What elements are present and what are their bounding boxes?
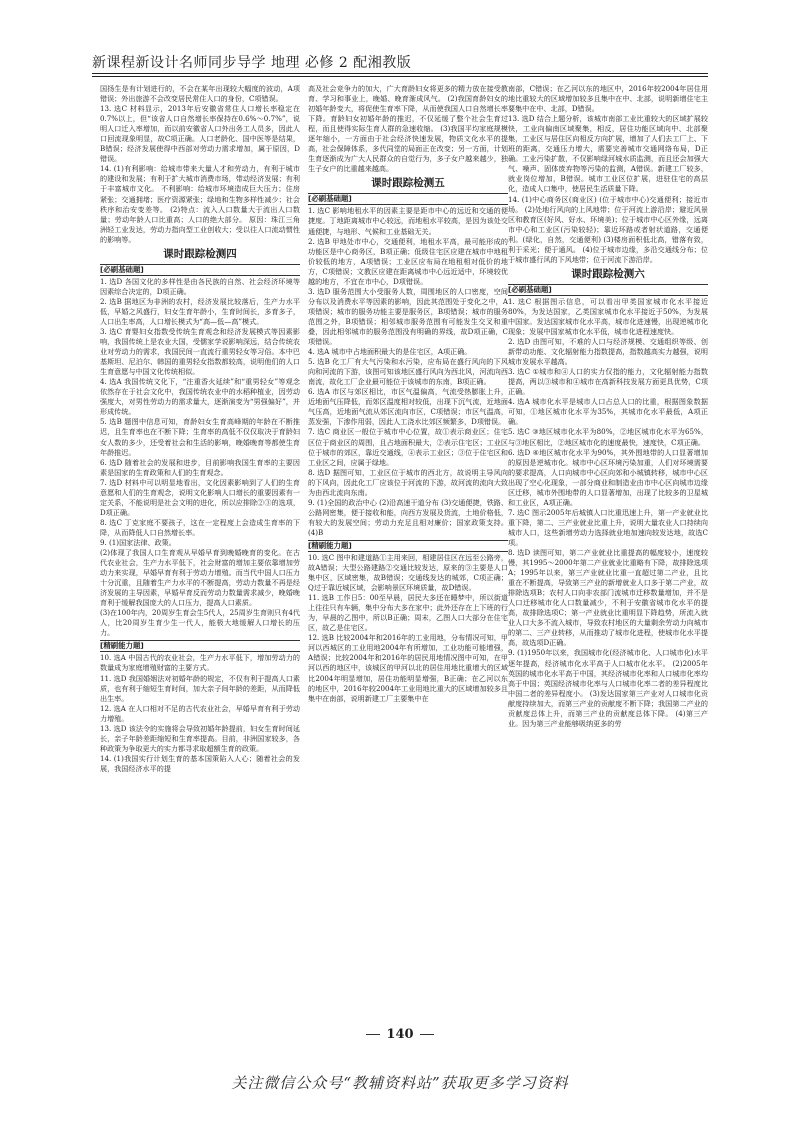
- answer-paragraph: 2. 选B 据地区为非洲的农村，经济发展比较落后，生产力水平低，早婚之风盛行，妇女生育年龄小，生育时间长，多育多子，人口出生率高，人口增长模式为“高—低—高”模式。: [100, 296, 300, 326]
- answer-paragraph: 3. 选D 服务范围大小受服务人数，周围地区的人口密度，空间分布以及消费水平等因素的影响，因此其范围处于变化之中，A项错误；城市的服务功能主要是服务区，B项错误；城市的服务范围之外，B项错误；相邻城市服务范围有可能发生交叉和重叠，因此相邻城市的服务范围没有明确的界线，故D项正确，C项错误。: [308, 286, 508, 347]
- subsection-label: [必刷基础题]: [308, 193, 508, 205]
- footer-note: 关注微信公众号“教辅资料站”获取更多学习资料: [231, 1074, 569, 1092]
- answer-paragraph: 6. 选A 市区与郊区相比，市区气温偏高，气流受热膨胀上升，近地面气压降低，而郊区温度相对较低，出现下沉气流，近地面气压高，近地面气流从郊区流向市区，C项错误；市区气温高，蒸发强，下渗作用弱，因此人工浇水比郊区频繁多，D项错误。: [308, 387, 508, 427]
- answer-paragraph: 10. 选A 中国古代的农业社会，生产力水平低下，增加劳动力的数量成为家庭增殖财富的主要方式。: [100, 653, 300, 673]
- answer-paragraph: 11. 选B 工作日5：00至早晨，居民大多还在睡梦中，所以街道上往往只有车辆，集中分布大多在家中；此外还存在上下班的行为，早晨的乙图中，所以B正确；周末，乙图人口大部分在住宅区，故乙是住宅区。: [308, 593, 508, 633]
- answer-paragraph: 7. 选C 商业区一般位于城市中心位置，故①表示商业区；住宅区位于商业区的周围，且占地面积最大，②表示住宅区；工业区位于城市的郊区，靠近交通线，④表示工业区；③位于住宅区和工业区之间，应属于绿地。: [308, 427, 508, 467]
- answer-paragraph: 13. 选D 结合上题分析，该城市南部工业比重较大的区域扩展较快，工业向偏南区域聚集，相反，居住功能区域向中、北部聚集，工业区与居住区向相反方向扩展，增加了人们去工厂上、下班的距离，交通压力增大，需要完善城市交通网络布局，D正确。工业污染扩散，不仅影响绿河城水质监测，而且还会加强大气、噪声、固体废弃物等污染的监测，A错误。新建工厂较多，就业岗位增加，B错误。城市工业区位扩展，进驻住宅的高层化，造成人口集中，使居民生活质量下降。: [508, 114, 708, 194]
- text-column-left: [100, 84, 300, 1096]
- answer-paragraph: 14. (1)我国实行计划生育的基本国策陷入人心；随着社会的发展，我国经济水平的提: [100, 753, 300, 773]
- answer-paragraph: 10. 选C 图中和建道路①主用来回，相建居住区在远至公路旁，故A错误；大型公路建路②交通比较发达，原来的③主要是人口集中区，区域密集，故B错误；交通线发达的城郊，C项正确；Q过于靠近城区域，会影响景区环境质量，故D错误。: [308, 552, 508, 593]
- page-number: [300, 1027, 500, 1042]
- subsection-label: [精刷能力题]: [308, 540, 508, 552]
- answer-paragraph: 12. 选A 在人口相对不足的古代农业社会，早婚早育有利于劳动力增殖。: [100, 703, 300, 723]
- running-header: 新课程新设计名师同步导学 地理 必修 2 配湘教版: [92, 55, 412, 71]
- section-title: 课时跟踪检测六: [571, 267, 645, 280]
- answer-paragraph: 12. 选B 比较2004年和2016年的工业用地，分布情况可知，甲河以西城区的工业用地2004年有所增加，工业功能可能增强，A错误；比较2004年和2016年的居民用地情况图中可知，在甲河以西的地区中，该城区的甲河以北的居住用地比重增大的区域比2004年明显增加，居住功能明显增强，B正确；在乙河以东的地区中，2016年较2004年工业用地比重大的区域增加较多且集中在南部，说明新建工厂主要集中在: [308, 633, 508, 703]
- answer-paragraph: 9. (1)国家法律、政策。: [100, 537, 176, 547]
- answer-paragraph: 14. (1)有利影响：给城市带来大量人才和劳动力，有利于城市的建设和发展；有利于扩大城市消费市场，带动经济发展；有利于丰富城市文化。 不利影响：给城市环境造成巨大压力；住房紧张；交通拥堵；医疗资源紧张；绿地和生物多样性减少；社会秩序和治安变差等。 (2)特点：流入人口数量大于流出人口数量；劳动年龄人口比重高；人口的绝大部分。 原因：珠江三角洲轻工业发达，劳动力指向型工业创收大；受以往人口流动惯性的影响等。: [100, 164, 300, 244]
- answer-paragraph: 6. 选D 随着社会的发展和进步，目前影响我国生育率的主要因素是国家的生育政策和人们的生育观念。: [100, 457, 300, 477]
- answer-paragraph: 1. 选C 影响地租水平的因素主要是距市中心的远近和交通的便捷度。丁地距离城市中心较远，而地租水平较高，是因为该处交通便捷，与地形、气候和工业基础无关。: [308, 206, 508, 236]
- answer-paragraph: 南部，C错误；在乙河以东的地区中，2016年较2004年居住用地比重较大的区域增加较多且集中在中、北部，说明新增住宅主要集中在中、北部，D错误。: [508, 84, 708, 114]
- answer-paragraph: 3. 选C 育婴妇女指数受传统生育观念和经济发展模式等因素影响，我国传统上是农业大国，受儒家学说影响深远，结合传统农业对劳动力的需求，我国民间一直流行重男轻女等习俗。本中巴基斯坦、尼泊尔、韩国的重男轻女指数都较高，说明他们的人口生育意愿与中国文化传统相似。: [100, 326, 300, 377]
- answer-paragraph: 13. 选D 该法令的实施将会导致初婚年龄提前，妇女生育时间延长，亲子年龄差距缩短和生育率提高。目前，非洲国家较多，各种政策为争取更大的实力都寻求取超额生育的政策。: [100, 723, 300, 753]
- answer-paragraph: 1. 选D 各国文化的多样性是由各民族的自然、社会经济环境等因素综合决定的，D项正确。: [100, 276, 300, 296]
- answer-paragraph: 1. 选C 根据图示信息，可以看出甲类国家城市化水平接近80%，为发达国家，乙类国家城市化水平接近于50%，为发展中国家。发达国家城市化水平高，城市化进速慢，出现逆城市化现象；发展中国家城市化水平低，城市化进程速度快。: [508, 296, 708, 336]
- header-rule: [92, 73, 708, 74]
- answer-paragraph: 7. 选D 材料中可以明显地看出，文化因素影响到了人们的生育意愿和人们的生育观念，说明文化影响人口增长的重要因素有一定关系，不能说明是社会文明的进化，所以应排除②③的选项，D项正确。: [100, 477, 300, 517]
- answer-paragraph: 8. 选D 据图可知，工业区位于城市的西北方，故说明主导风向的下风向，因此化工厂应该位于河流的下游，故河流的流向大致为由西北流向东南。: [308, 467, 508, 497]
- answer-paragraph: 14. (1)中心商务区(商业区) (位于城市中心)交通便利；接近市场。 (2)处地行风向的上风地带；位于河流上游沿岸；避近风景区和教育区(好风、好水、环境美)；位于城市中心区外缘，远离市中心和工业区(污染较轻)；靠近环路或者射状道路，交通便利。(绿化，自然，交通便利) (3)楼房面积低北高，错落有致，利于采光；便于通风。 (4)位于城市边缘，多沿交通线分布；位于城市盛行风的下风地带；位于河流下游沿岸。: [508, 194, 708, 264]
- page-number-dash-right: [420, 1034, 434, 1035]
- answer-paragraph: 5. 选C ③地区城市化水平为80%，②地区城市化水平为65%，与③地区相比，②地区城市化的速度最快，速度快，C项正确。: [508, 427, 708, 447]
- answer-paragraph: 8. 选D 读图可知，第二产业就业比重提高的幅度较小，速度较慢，其1995～2000年第二产业就业比重略有下降，故排除选项A；1995年以来，第三产业就业比重一直超过第二产业，且比重在不断提高，导致第三产业的新增就业人口多于第二产业，故排除选项B；农村人口向非农部门流城市迁移数量增加，并不是人口迁移城市化人口数量减少，不利于安徽省城市化水平的提高，故排除选项C；第一产业就业比重明显下降趋势，所流入就业人口大多不流入城市，导致农村地区的大量剩余劳动力向城市的第二、三产业转移，从而推动了城市化进程，使城市化水平提高，故选项D正确。: [508, 548, 708, 648]
- text-column-right: [508, 84, 708, 1096]
- answer-paragraph: 4. 选A 城市中占地面积最大的是住宅区，A项正确。: [308, 347, 472, 357]
- answer-paragraph: 2. 选B 甲地处市中心，交通便利，地租水平高，最可能形成的功能区是中心商务区，B项正确；低级住宅区应建在城市中地租价较低的地方，A项错误；工业区应布局在地租相对低价的地方，C项错误；文教区应建在距离城市中心远近适中，环境较优越的地方，不宜在市中心，D项错误。: [308, 236, 508, 286]
- answer-paragraph: 9. (1)1950年以来，我国城市化(经济城市化、人口城市化)水平逐年提高，经济城市化水平高于人口城市化水平。 (2)2005年英国的城市化水平高于中国，其经济城市化率和人口城市化率均高于中国；英国经济城市化率与人口城市化率二者的差异程度比中国二者的差异程度小。 (3)发达国家第三产业对人口城市化贡献度持续加大，而第三产业的贡献度不断下降；我国第二产业的贡献度总体上升，而第三产业的贡献度总体下降。 (4)第三产业。因为第三产业能够吸纳更多的劳: [508, 648, 708, 728]
- answer-paragraph: 5. 选B 化工厂有大气污染和水污染，应布局在盛行风向的下风向和河流的下游，该图可知该地区盛行风向为西北风，河流向西南流，故化工厂企业最可能位于该城市的东南，B项正确。: [308, 357, 508, 387]
- answer-paragraph: 13. 选C 材料显示，2013年后安徽省常住人口增长率稳定在0.7%以上，但“该省人口自然增长率保持在0.6%～0.7%”，说明人口迁入率增加，而以前安徽省人口外出务工人员多，因此人口回流现象明显，故C项正确。人口老龄化、国中医等是结果，B错误；经济发展使得中西部对劳动力需求增加，属于原因，D错误。: [100, 104, 300, 164]
- answer-paragraph: 11. 选D 我国婚姻法对初婚年龄的规定，不仅有利于提高人口素质，也有利于缩短生育时间，加大亲子间年龄的差距，从而降低出生率。: [100, 673, 300, 703]
- answer-paragraph: 6. 选D ④地区城市化水平为90%，其外围地带的人口显著增加的原因是逆城市化。城市中心区环境污染加重，人们对环境需要的要求提高，人口向城市中心区向郊和小城镇转移，城市中心区出现了空心化现象，一部分商业和制造业由市中心区向城市边缘区迁移，城市外围地带的人口显著增加，出现了比较多的卫星城和工业区，A项正确。: [508, 447, 708, 507]
- answer-paragraph: 4. 选A 我国传统文化下，“注重香火延续”和“重男轻女”等观念依然存在于社会文化中，我国传统农业中的水稻种植业，因劳动强度大，对男性劳动力的需求量大，逐渐演变为“男强偏好”，并形成传统。: [100, 377, 300, 417]
- answer-paragraph: 2. 选D 由图可知，不难的人口与经济规模、交通组织等级、创新带动功能、文化辐射能力指数提高，指数越高实力越强，说明城市发展水平越高。: [508, 337, 708, 367]
- section-title: 课时跟踪检测四: [163, 247, 237, 260]
- answer-paragraph: 3. 选C ①城市和④人口的实力仅指的能力，文化辐射能力指数提高，两以③城市和④城市在高新科技发展方面更具优势，C项正确。: [508, 367, 708, 397]
- answer-paragraph: 7. 选C 图示2005年后城镇人口比重迅速上升，第一产业就业比重下降，第二、三产业就业比重上升，说明大量农业人口持续向城市人口，这些新增劳动力选择就业地加速向较发达地，故选C项。: [508, 507, 708, 547]
- subsection-label: [必刷基础题]: [100, 264, 300, 276]
- answer-paragraph: 8. 选C 丁克家庭不要孩子，这在一定程度上会造成生育率的下降，从而降低人口自然增长率。: [100, 517, 300, 537]
- answer-paragraph: (2)体现了我国人口生育观从早婚早育到晚婚晚育的变化。在古代农业社会，生产力水平低下，社会财富的增加主要依靠增加劳动力来实现，早婚早育有利于劳动力增殖。而当代中国人口压力十分沉重，且随着生产力水平的不断提高，劳动力数量不再是经济发展的主导因素，早婚早育反而劳动力数量需求减少，晚婚晚育利于缓解我国庞大的人口压力，提高人口素质。: [100, 548, 300, 608]
- answer-paragraph: 9. (1)全国的政治中心 (2)沿高速干道分布 (3)交通便捷，铁路、公路网密集，便于接收和能，向西方发展及货流，土地价格低，有较大的发展空间；劳动力充足且相对廉价；国家政策支持。 (4)B: [308, 497, 508, 537]
- page-number-text: 140: [386, 1027, 414, 1042]
- answer-paragraph: 高及社会竞争力的加大，广大育龄妇女将更多的精力放在接受教育、学习和事业上，晚婚、晚育渐成风气。 (2)我国育龄妇女的初婚年龄变大，将促使生育率下降，从而使我国人口自然增长率下降。育龄妇女初婚年龄的推迟，不仅延缓了整个社会生育过程，而且使得实际生育人群的急速收缩。 (3)我国平均家庭规模逐年缩小，一方面由于社会经济快速发展，物质文化水平的提高，社会保障体系，多代同堂的局面正在改变；另一方面，计划生育逐渐成为广大人民群众的自觉行为，多子女户越来越少，独生子女户的比重越来越高。: [308, 84, 508, 174]
- answer-paragraph: 5. 选B 题图中信息可知，育龄妇女生育高峰期的年龄在不断推迟，且生育率也在不断下降；生育率的高低不仅仅取决于育龄妇女人数的多少，还受着社会和生活的影响，晚婚晚育等都使生育年龄推迟。: [100, 417, 300, 457]
- subsection-label: [必刷基础题]: [508, 284, 708, 296]
- header-rule-thin: [92, 76, 708, 77]
- answer-paragraph: 4. 选A 城市化水平是城市人口占总人口的比重，根据图象数据可知，①地区城市化水平为35%，其城市化水平最低，A项正确。: [508, 397, 708, 427]
- answer-paragraph: (3)在100年内，20周岁生育会生5代人，25周岁生育则只有4代人，比20周岁生育少生一代人，能极大地缓解人口增长的压力。: [100, 608, 300, 638]
- answer-paragraph: 国扬生是有计划进行的，不会在某年出现较大幅度的波动，A项错误；外出旅游不会改变居民常住人口的身份，C项错误。: [100, 84, 300, 104]
- text-column-middle: [308, 84, 508, 1096]
- subsection-label: [精刷能力题]: [100, 640, 300, 652]
- page-number-dash-left: [366, 1034, 380, 1035]
- section-title: 课时跟踪检测五: [371, 177, 445, 190]
